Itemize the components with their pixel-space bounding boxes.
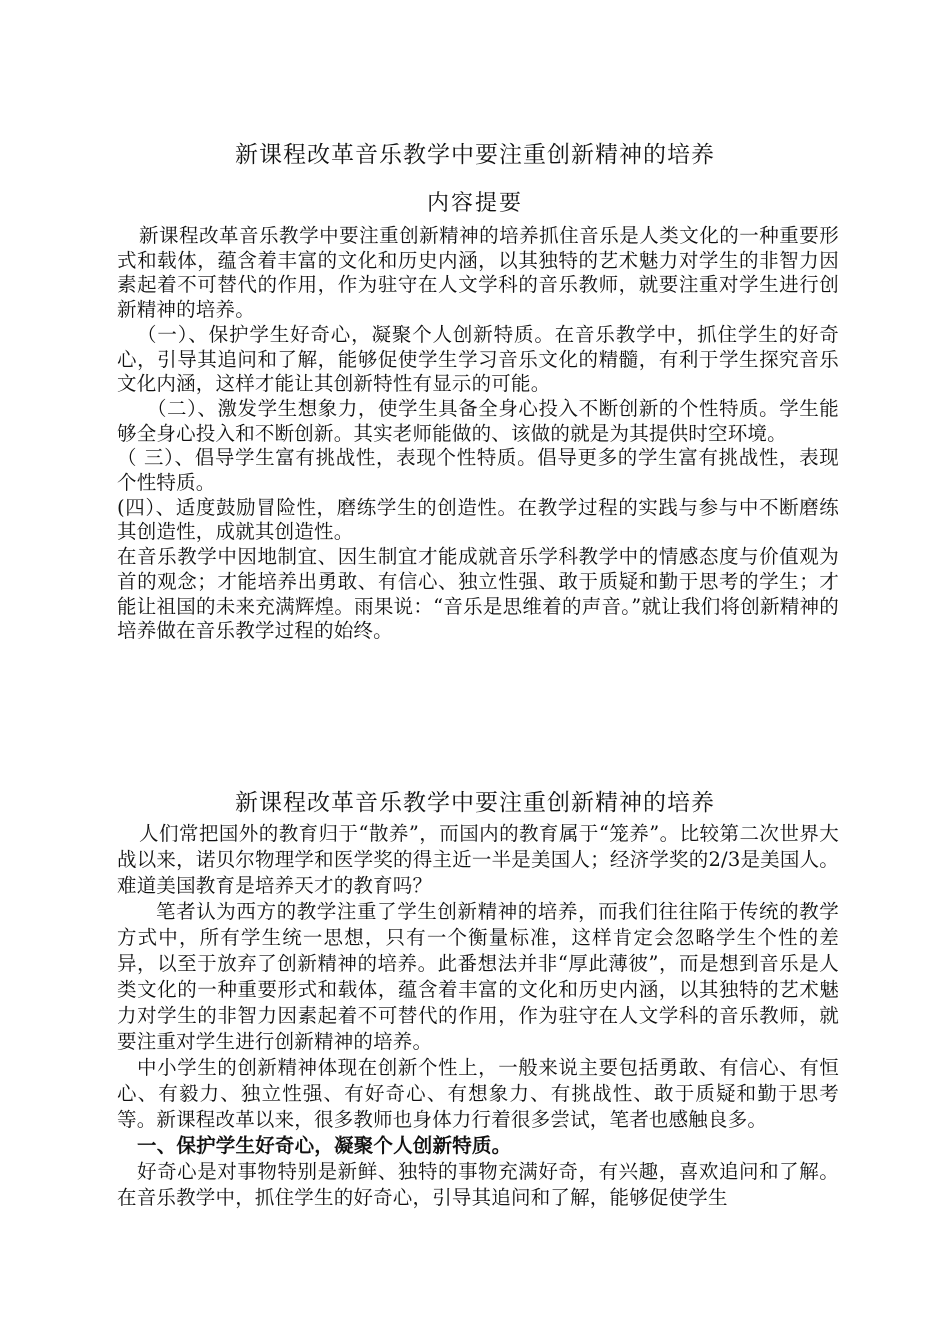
article-body <box>117 821 839 1211</box>
article-title: 新课程改革音乐教学中要注重创新精神的培养 <box>235 790 715 816</box>
document-title: 新课程改革音乐教学中要注重创新精神的培养 <box>235 142 715 168</box>
abstract-heading: 内容提要 <box>426 191 523 216</box>
body-paragraph: 笔者认为西方的教学注重了学生创新精神的培养，而我们往往陷于传统的教学方式中，所有学生统一思想，只有一个衡量标准，这样肯定会忽略学生个性的差异，以至于放弃了创新精神的培养。此番想法并非“厚此薄彼”，而是想到音乐是人类文化的一种重要形式和载体，蕴含着丰富的文化和历史内涵，以其独特的艺术魅力对学生的非智力因素起着不可替代的作用，作为驻守在人文学科的音乐教师，就要注重对学生进行创新精神的培养。 <box>117 900 839 1053</box>
abstract-point-2: （二）、激发学生想象力，使学生具备全身心投入不断创新的个性特质。学生能够全身心投入和不断创新。其实老师能做的、该做的就是为其提供时空环境。 <box>117 396 839 445</box>
body-paragraph: 好奇心是对事物特别是新鲜、独特的事物充满好奇，有兴趣，喜欢追问和了解。在音乐教学中，抓住学生的好奇心，引导其追问和了解，能够促使学生 <box>117 1160 839 1209</box>
body-paragraph: 人们常把国外的教育归于“散养”，而国内的教育属于“笼养”。比较第二次世界大战以来，诺贝尔物理学和医学奖的得主近一半是美国人；经济学奖的2/3是美国人。难道美国教育是培养天才的教育吗？ <box>117 822 839 897</box>
section-heading: 一、保护学生好奇心，凝聚个人创新特质。 <box>137 1134 512 1157</box>
abstract-point-1: （一）、保护学生好奇心，凝聚个人创新特质。在音乐教学中，抓住学生的好奇心，引导其追问和了解，能够促使学生学习音乐文化的精髓，有利于学生探究音乐文化内涵，这样才能让其创新特性有显示的可能。 <box>117 322 839 396</box>
abstract-conclusion: 在音乐教学中因地制宜、因生制宜才能成就音乐学科教学中的情感态度与价值观为首的观念；才能培养出勇敢、有信心、独立性强、敢于质疑和勤于思考的学生；才能让祖国的未来充满辉煌。雨果说：“音乐是思维着的声音。”就让我们将创新精神的培养做在音乐教学过程的始终。 <box>117 545 839 643</box>
body-paragraph: 中小学生的创新精神体现在创新个性上，一般来说主要包括勇敢、有信心、有恒心、有毅力、独立性强、有好奇心、有想象力、有挑战性、敢于质疑和勤于思考等。新课程改革以来，很多教师也身体力行着很多尝试，笔者也感触良多。 <box>117 1056 839 1131</box>
abstract-intro-paragraph: 新课程改革音乐教学中要注重创新精神的培养抓住音乐是人类文化的一种重要形式和载体，蕴含着丰富的文化和历史内涵，以其独特的艺术魅力对学生的非智力因素起着不可替代的作用，作为驻守在人文学科的音乐教师，就要注重对学生进行创新精神的培养。 <box>117 224 839 322</box>
abstract-point-3: （ 三）、倡导学生富有挑战性，表现个性特质。倡导更多的学生富有挑战性，表现个性特质。 <box>117 446 839 495</box>
abstract-point-4: (四）、适度鼓励冒险性，磨练学生的创造性。在教学过程的实践与参与中不断磨练其创造性，成就其创造性。 <box>117 495 839 544</box>
abstract-section <box>117 224 839 644</box>
